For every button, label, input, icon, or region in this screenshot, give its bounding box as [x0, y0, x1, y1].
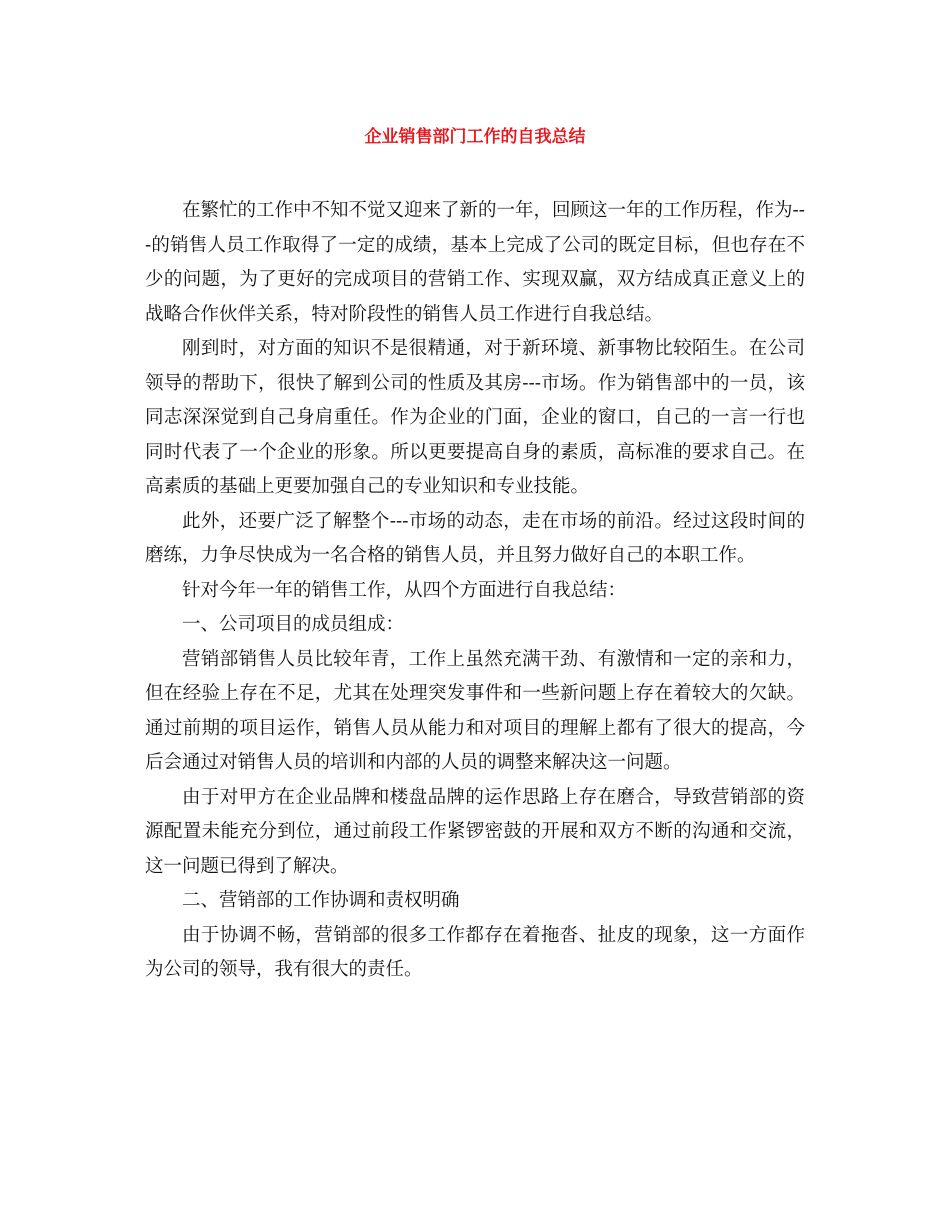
- document-title: 企业销售部门工作的自我总结: [364, 127, 586, 147]
- paragraph-summary-lead: 针对今年一年的销售工作，从四个方面进行自我总结：: [182, 579, 627, 601]
- paragraph-team: 营销部销售人员比较年青，工作上虽然充满干劲、有激情和一定的亲和力，但在经验上存在不足，尤其在处理突发事件和一些新问题上存在着较大的欠缺。通过前期的项目运作，销售人员从能力和对项目的理解上都有了很大的提高，今后会通过对销售人员的培训和内部的人员的调整来解决这一问题。: [145, 648, 805, 773]
- paragraph-intro: 在繁忙的工作中不知不觉又迎来了新的一年，回顾这一年的工作历程，作为---的销售人员工作取得了一定的成绩，基本上完成了公司的既定目标，但也存在不少的问题，为了更好的完成项目的营销工作、实现双赢，双方结成真正意义上的战略合作伙伴关系，特对阶段性的销售人员工作进行自我总结。: [145, 200, 806, 325]
- document-body: [145, 194, 805, 988]
- paragraph-resources: 由于对甲方在企业品牌和楼盘品牌的运作思路上存在磨合，导致营销部的资源配置未能充分到位，通过前段工作紧锣密鼓的开展和双方不断的沟通和交流，这一问题已得到了解决。: [145, 786, 805, 877]
- paragraph-market: 此外，还要广泛了解整个---市场的动态，走在市场的前沿。经过这段时间的磨练，力争尽快成为一名合格的销售人员，并且努力做好自己的本职工作。: [145, 510, 805, 566]
- section-heading-coordination: 二、营销部的工作协调和责权明确: [182, 890, 460, 911]
- section-heading-team: 一、公司项目的成员组成：: [182, 614, 405, 635]
- paragraph-arrival: 刚到时，对方面的知识不是很精通，对于新环境、新事物比较陌生。在公司领导的帮助下，很快了解到公司的性质及其房---市场。作为销售部中的一员，该同志深深觉到自己身肩重任。作为企业的门面，企业的窗口，自己的一言一行也同时代表了一个企业的形象。所以更要提高自身的素质，高标准的要求自己。在高素质的基础上更要加强自己的专业知识和专业技能。: [145, 338, 805, 497]
- paragraph-coordination: 由于协调不畅，营销部的很多工作都存在着拖沓、扯皮的现象，这一方面作为公司的领导，我有很大的责任。: [145, 924, 805, 980]
